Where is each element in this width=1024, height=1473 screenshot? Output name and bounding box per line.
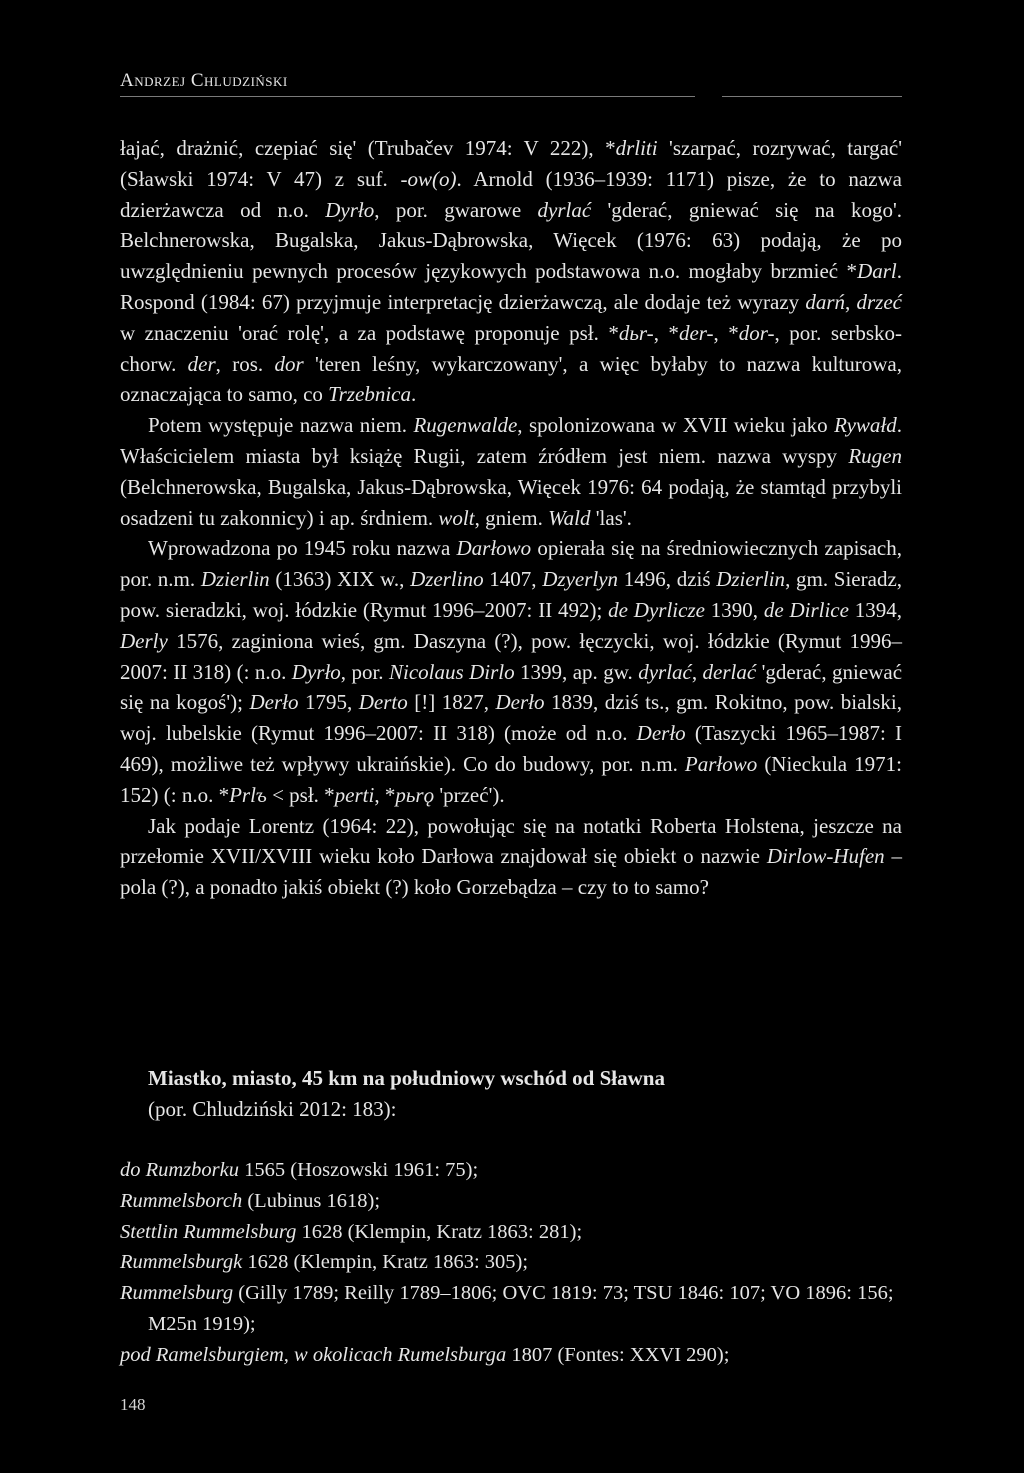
italic-term: der (187, 351, 216, 376)
text-run: [!] 1827, (407, 690, 496, 715)
italic-term: dьr- (618, 320, 654, 345)
historical-forms-list (120, 1155, 902, 1371)
text-run: (Taszycki 1965–1987: I 469), możliwe też wpływy ukraińskie). Co do budowy, por. n.m. (120, 721, 902, 776)
form-source: 1628 (Klempin, Kratz 1863: 305); (242, 1251, 529, 1274)
form-source: (Gilly 1789; Reilly 1789–1806; OVC 1819: 73; TSU 1846: 107; VO 1896: 156; M25n 1919); (148, 1282, 894, 1335)
italic-term: Dzierlin (716, 567, 786, 592)
italic-term: Rugenwalde (413, 413, 518, 438)
italic-term: Derło (636, 721, 686, 746)
header-rule (120, 96, 695, 97)
text-run: (Nieckula 1971: 152) (: n.o. * (120, 751, 902, 807)
text-run: , por. serbsko-chorw. (120, 320, 902, 376)
text-run: 1407, (483, 567, 543, 592)
italic-term: Derto (358, 690, 408, 715)
italic-term: derlać (702, 659, 757, 684)
form-name: Rummelsburgk (120, 1251, 243, 1274)
italic-term: wolt (438, 505, 475, 530)
italic-term: dor- (738, 320, 775, 345)
form-source: 1628 (Klempin, Kratz 1863: 281); (296, 1220, 583, 1243)
text-run: , spolonizowana w XVII wieku jako (517, 413, 835, 438)
paragraph (120, 811, 902, 903)
text-run: 1390, (704, 597, 764, 622)
italic-term: Prlъ (229, 782, 267, 807)
list-item (120, 1340, 902, 1371)
text-run: 'szarpać, rozrywać, targać' (Sławski 1974: V 47) z suf. - (120, 136, 902, 191)
form-source: 1807 (Fontes: XXVI 290); (506, 1343, 730, 1366)
italic-term: dyrlać (537, 197, 592, 222)
italic-term: Dyrło (291, 659, 341, 684)
list-item (120, 1186, 902, 1217)
list-item (120, 1278, 902, 1340)
list-item (120, 1155, 902, 1186)
paragraph (120, 533, 902, 810)
form-source: 1565 (Hoszowski 1961: 75); (239, 1159, 479, 1181)
text-run: (Belchnerowska, Bugalska, Jakus-Dąbrowska, Więcek 1976: 64 podają, że stamtąd przybyli osadzeni tu zakonnicy) i ap. śrdniem. (120, 474, 902, 530)
form-name: do Rumzborku (120, 1159, 240, 1181)
text-run: Wprowadzona po 1945 roku nazwa (148, 536, 457, 561)
list-item (120, 1247, 902, 1278)
italic-term: darń (805, 289, 846, 314)
list-item (120, 1217, 902, 1248)
italic-term: Dzierlin (200, 567, 270, 592)
form-source: (Lubinus 1618); (242, 1189, 381, 1212)
text-run: . Rospond (1984: 67) przyjmuje interpretację dzierżawczą, ale dodaje też wyrazy (120, 259, 902, 314)
italic-term: perti (334, 782, 375, 807)
italic-term: dyrlać (638, 659, 692, 684)
text-run: , gniem. (474, 505, 549, 530)
italic-term: drzeć (856, 289, 902, 314)
text-run: 'teren leśny, wykarczowany', a więc byłaby to nazwa kulturowa, oznaczająca to samo, co (120, 351, 902, 407)
form-name: pod Ramelsburgiem, w okolicach Rumelsburga (120, 1343, 507, 1366)
italic-term: Rugen (848, 443, 902, 468)
italic-term: Darl (857, 259, 897, 284)
italic-term: de Dyrlicze (608, 597, 705, 622)
italic-term: Derly (120, 628, 168, 653)
italic-term: Wald (548, 505, 591, 530)
entry-title: Miastko, miasto, 45 km na południowy wschód od Sławna (148, 1066, 665, 1090)
text-run: , (691, 659, 703, 684)
text-run: , (845, 289, 857, 314)
text-run: , * (374, 782, 396, 807)
text-run: , gm. Sieradz, pow. sieradzki, woj. łódzkie (Rymut 1996–2007: II 492); (120, 567, 903, 622)
entry-subtitle: (por. Chludziński 2012: 183): (148, 1096, 397, 1121)
text-run: 'gderać, gniewać się na kogoś'); (120, 659, 903, 715)
paragraph (120, 133, 902, 410)
running-head: Andrzej Chludziński (120, 70, 288, 91)
italic-term: Darłowo (456, 536, 532, 561)
text-run: Jak podaje Lorentz (1964: 22), powołując się na notatki Roberta Holstena, jeszcze na przełomie XVII/XVIII wieku koło Darłowa znajdował się obiekt o nazwie (120, 813, 902, 869)
text-run: . Arnold (1936–1939: 1171) pisze, że to nazwa dzierżawcza od n.o. (120, 166, 902, 222)
text-run: 1496, dziś (618, 567, 717, 592)
text-run: , ros. (215, 351, 275, 376)
text-run: . (410, 382, 417, 407)
text-run: 'las'. (590, 505, 632, 530)
italic-term: de Dirlice (763, 597, 849, 622)
text-run: 1839, dziś ts., gm. Rokitno, pow. bialski, woj. lubelskie (Rymut 1996–2007: II 318) (może od n.o. (120, 690, 902, 746)
text-run: , por. (340, 659, 389, 684)
italic-term: Dzyerlyn (542, 567, 619, 592)
text-run: w znaczeniu 'orać rolę', a za podstawę proponuje psł. * (120, 320, 619, 345)
page-number: 148 (120, 1395, 146, 1414)
text-run: (1363) XIX w., (269, 567, 411, 592)
entry-heading (148, 1063, 902, 1125)
text-run: 1795, (298, 690, 359, 715)
text-run: opierała się na średniowiecznych zapisach, por. n.m. (120, 536, 902, 592)
italic-term: Dirlow-Hufen (766, 844, 885, 869)
italic-term: drliti (615, 136, 658, 160)
italic-term: Trzebnica (328, 382, 411, 407)
italic-term: Derło (495, 690, 545, 715)
text-run: Potem występuje nazwa niem. (148, 413, 414, 438)
text-run: < psł. * (266, 782, 335, 807)
text-run: 1576, zaginiona wieś, gm. Daszyna (?), pow. łęczycki, woj. łódzkie (Rymut 1996–2007: II 318) (: n.o. (120, 628, 902, 684)
header-rule (722, 96, 902, 97)
italic-term: Parłowo (684, 751, 758, 776)
italic-term: Rywałd (834, 413, 897, 438)
body-text (120, 133, 902, 903)
text-run: 1394, (848, 597, 903, 622)
italic-term: ow(o) (407, 166, 457, 191)
text-run: , * (713, 320, 739, 345)
text-run: . Właścicielem miasta był książę Rugii, zatem źródłem jest niem. nazwa wyspy (120, 413, 902, 468)
italic-term: Nicolaus Dirlo (389, 659, 515, 684)
text-run: 'przeć'). (434, 782, 505, 807)
italic-term: dor (274, 351, 304, 376)
form-name: Stettlin Rummelsburg (120, 1220, 297, 1243)
italic-term: Dyrło (325, 197, 375, 222)
text-run: łajać, drażnić, czepiać się' (Trubačev 1974: V 222), * (120, 136, 616, 160)
italic-term: Derło (249, 690, 299, 715)
italic-term: der- (678, 320, 714, 345)
italic-term: Dzerlino (410, 567, 484, 592)
form-name: Rummelsburg (120, 1282, 234, 1305)
text-run: 'gderać, gniewać się na kogo'. Belchnerowska, Bugalska, Jakus-Dąbrowska, Więcek (1976: 63) podają, że po uwzględnieniu pewnych procesów językowych podstawowa n.o. mogłaby brzmieć * (120, 197, 902, 284)
text-run: , * (653, 320, 679, 345)
form-name: Rummelsborch (120, 1189, 243, 1212)
text-run: – pola (?), a ponadto jakiś obiekt (?) koło Gorzebądza – czy to to samo? (120, 844, 902, 900)
text-run: , por. gwarowe (374, 197, 538, 222)
text-run: 1399, ap. gw. (514, 659, 639, 684)
paragraph (120, 410, 902, 533)
italic-term: pьrǫ (395, 782, 435, 807)
